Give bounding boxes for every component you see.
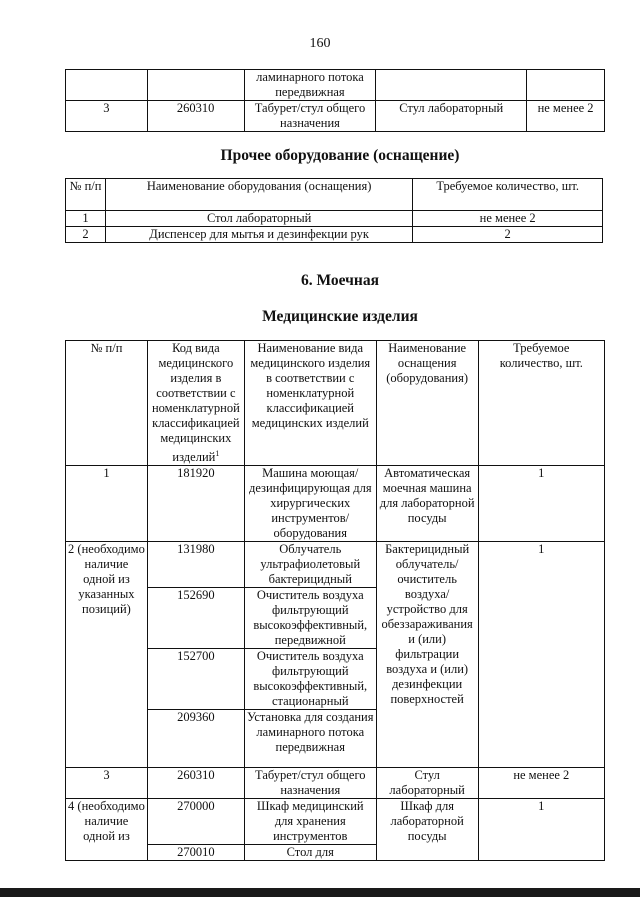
header-num: № п/п — [66, 179, 106, 211]
header-qty: Требуемое количество, шт. — [413, 179, 603, 211]
header-qty: Требуемое количество, шт. — [478, 341, 604, 466]
table-row: 3 260310 Табурет/стул общего назначения Стул лабораторный не менее 2 — [66, 768, 605, 799]
row2-qty: 1 — [478, 542, 604, 768]
table-cell: не менее 2 — [527, 101, 605, 132]
other-equipment-heading: Прочее оборудование (оснащение) — [220, 147, 460, 164]
row4-equipment: Шкаф для лабораторной посуды — [376, 799, 478, 861]
header-code: Код вида медицинского изделия в соответствии с номенклатурной классификацией медицинских изделий$^1$ — [147, 341, 244, 466]
table-row: 270010 Стол для — [66, 845, 605, 861]
table-cell: Табурет/стул общего назначения — [244, 101, 376, 132]
table-row — [66, 70, 605, 101]
row2-num: 2 (необходимо наличие одной из указанных позиций) — [66, 542, 148, 768]
header-equipment: Наименование оснащения (оборудования) — [376, 341, 478, 466]
row2-equipment: Бактерицидный облучатель/ очиститель воздуха/ устройство для обеззараживания и (или) фильтрации воздуха и (или) дезинфекции поверхностей — [376, 542, 478, 768]
section-title: 6. Моечная — [301, 272, 379, 289]
table-row: 2 Диспенсер для мытья и дезинфекции рук 2 — [66, 227, 603, 243]
header-name: Наименование вида медицинского изделия в соответствии с номенклатурной классификацией медицинских изделий — [244, 341, 376, 466]
header-name: Наименование оборудования (оснащения) — [105, 179, 412, 211]
row4-num: 4 (необходимо наличие одной из — [66, 799, 148, 861]
table-row: 209360 Установка для создания ламинарного потока передвижная — [66, 710, 605, 768]
table-row: 4 (необходимо наличие одной из 270000 Шкаф медицинский для хранения инструментов Шкаф для лабораторной посуды 1 — [66, 799, 605, 845]
table-row: 152700 Очиститель воздуха фильтрующий высокоэффективный, стационарный — [66, 649, 605, 710]
table-cell: Стул лабораторный — [376, 101, 527, 132]
table-row: 2 (необходимо наличие одной из указанных позиций) 131980 Облучатель ультрафиолетовый бактерицидный Бактерицидный облучатель/ очиститель воздуха/ устройство для обеззараживания и (или) фильтрации воздуха и (или) дезинфекции поверхностей 1 — [66, 542, 605, 588]
medical-devices-table — [65, 340, 605, 861]
medical-devices-heading: Медицинские изделия — [262, 308, 418, 325]
other-equipment-table — [65, 178, 603, 243]
table-header-row — [66, 179, 603, 211]
page-number: 160 — [309, 36, 331, 51]
table-header-row — [66, 341, 605, 466]
top-table — [65, 69, 605, 132]
table-row: 152690 Очиститель воздуха фильтрующий высокоэффективный, передвижной — [66, 588, 605, 649]
table-cell: 3 — [66, 101, 148, 132]
table-cell: ламинарного потока передвижная — [244, 70, 376, 101]
table-row: 1 181920 Машина моющая/ дезинфицирующая для хирургических инструментов/ оборудования Автоматическая моечная машина для лабораторной посуды 1 — [66, 466, 605, 542]
table-row — [66, 101, 605, 132]
footnote-mark: 1 — [215, 449, 220, 458]
row4-qty: 1 — [478, 799, 604, 861]
scan-bottom-edge — [0, 888, 640, 897]
table-cell: 260310 — [147, 101, 244, 132]
header-num: № п/п — [66, 341, 148, 466]
table-row: 1 Стол лабораторный не менее 2 — [66, 211, 603, 227]
